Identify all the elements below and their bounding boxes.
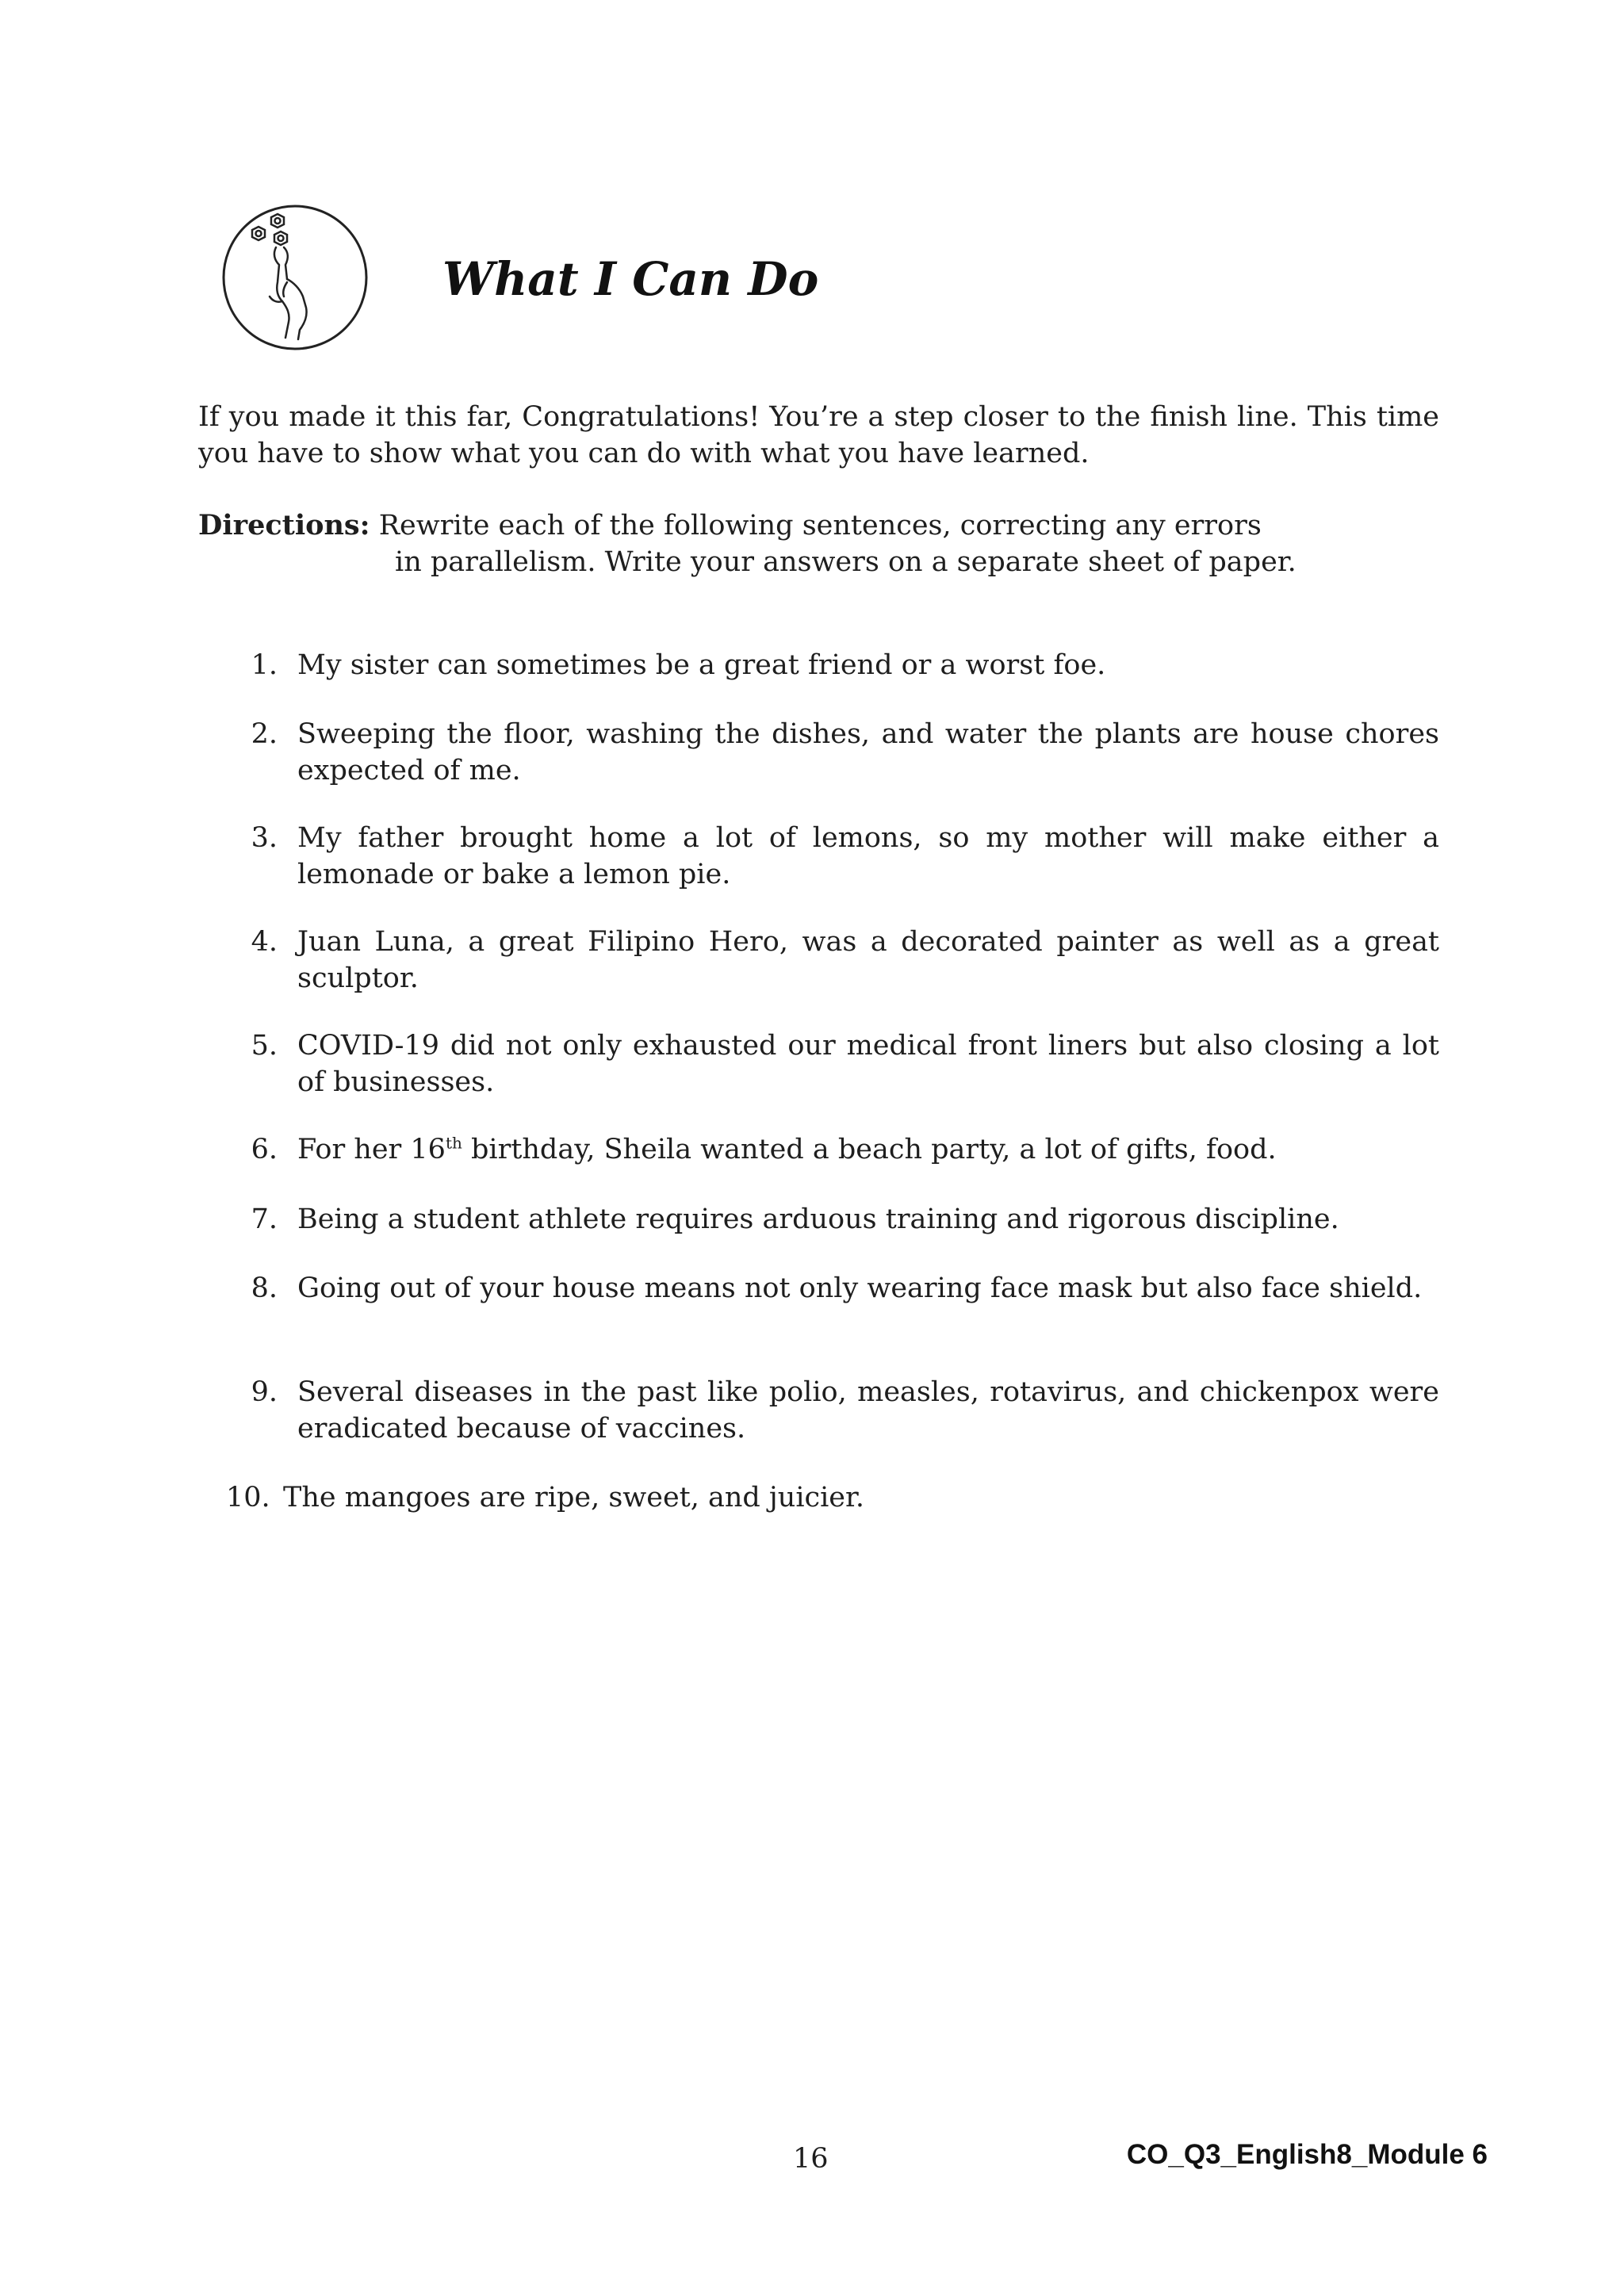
item-number: 1. — [251, 649, 278, 681]
section-title: What I Can Do — [442, 252, 819, 306]
item-text: My sister can sometimes be a great friend or a worst foe. — [297, 649, 1106, 681]
item-text-start: For her 16 — [297, 1134, 446, 1165]
intro-paragraph: If you made it this far, Congratulations! You’re a step closer to the finish line. This time you have to show what you can do with what you have learned. — [198, 401, 1439, 469]
item-text: Sweeping the floor, washing the dishes, and water the plants are house chores expected of me. — [297, 718, 1439, 786]
item-number: 7. — [251, 1203, 278, 1235]
item-number: 5. — [251, 1030, 278, 1062]
directions-line-1: Rewrite each of the following sentences, correcting any errors — [378, 510, 1262, 541]
item-text: Going out of your house means not only wearing face mask but also face shield. — [297, 1272, 1423, 1304]
item-text: The mangoes are ripe, sweet, and juicier. — [283, 1482, 865, 1513]
item-number: 4. — [251, 926, 278, 958]
item-number: 10. — [226, 1482, 270, 1513]
item-text — [297, 1131, 1439, 1168]
item-text: Being a student athlete requires arduous training and rigorous discipline. — [297, 1203, 1339, 1235]
directions-line-2: in parallelism. Write your answers on a separate sheet of paper. — [395, 546, 1297, 578]
item-text-end: birthday, Sheila wanted a beach party, a lot of gifts, food. — [462, 1134, 1277, 1165]
directions-label: Directions: — [198, 509, 370, 541]
item-text: My father brought home a lot of lemons, so my mother will make either a lemonade or bake a lemon pie. — [297, 822, 1439, 890]
ordinal-superscript: th — [445, 1133, 462, 1153]
item-number: 8. — [251, 1272, 278, 1304]
item-number: 2. — [251, 718, 278, 750]
page-number: 16 — [793, 2143, 829, 2175]
module-code: CO_Q3_English8_Module 6 — [1126, 2139, 1488, 2170]
item-number: 3. — [251, 822, 278, 854]
item-text: Juan Luna, a great Filipino Hero, was a decorated painter as well as a great sculptor. — [297, 926, 1439, 994]
item-number: 9. — [251, 1376, 278, 1408]
item-text: Several diseases in the past like polio, measles, rotavirus, and chickenpox were eradicated because of vaccines. — [297, 1376, 1439, 1445]
item-text: COVID-19 did not only exhausted our medical front liners but also closing a lot of businesses. — [297, 1030, 1439, 1098]
item-number: 6. — [251, 1134, 278, 1165]
